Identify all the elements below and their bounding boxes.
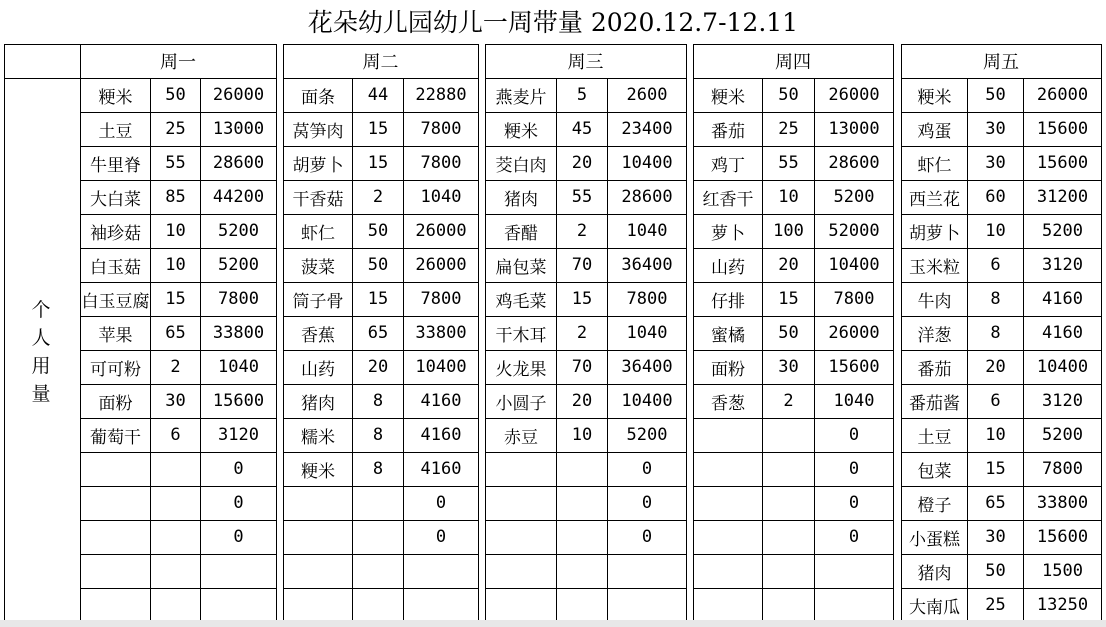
ingredient-name: 小蛋糕 — [909, 529, 960, 550]
ingredient-name: 橙子 — [917, 495, 952, 516]
ingredient-name: 山药 — [711, 257, 745, 278]
day-header: 周二 — [362, 52, 399, 73]
ingredient-name: 猪肉 — [504, 189, 538, 210]
ingredient-name: 山药 — [301, 359, 335, 380]
ingredient-name — [694, 520, 762, 554]
ingredient-name: 西兰花 — [909, 189, 960, 210]
total-quantity: 26000 — [828, 85, 880, 105]
grid-line — [686, 44, 687, 622]
grid-line — [276, 44, 277, 622]
ingredient-name: 鸡蛋 — [917, 121, 952, 142]
side-label-char: 人 — [31, 327, 51, 349]
per-child-quantity: 8 — [990, 289, 1001, 309]
ingredient-name — [486, 554, 556, 588]
ingredient-name: 虾仁 — [917, 155, 952, 176]
ingredient-name: 胡萝卜 — [909, 223, 960, 244]
per-child-quantity — [353, 554, 403, 588]
total-quantity: 2600 — [626, 85, 668, 105]
total-quantity: 15600 — [828, 357, 880, 377]
grid-line — [4, 44, 80, 45]
per-child-quantity: 15 — [367, 119, 389, 139]
side-label-char: 用 — [31, 355, 51, 377]
ingredient-name — [694, 486, 762, 520]
ingredient-name: 面条 — [301, 87, 335, 108]
total-quantity: 7800 — [420, 153, 462, 173]
ingredient-name — [486, 588, 556, 622]
total-quantity: 0 — [233, 493, 244, 513]
ingredient-name: 糯米 — [301, 427, 335, 448]
total-quantity: 5200 — [218, 221, 259, 241]
per-child-quantity: 30 — [165, 391, 186, 411]
total-quantity: 7800 — [833, 289, 875, 309]
total-quantity: 3120 — [218, 425, 259, 445]
total-quantity: 1040 — [833, 391, 875, 411]
total-quantity: 33800 — [212, 323, 265, 343]
grid-line — [893, 44, 894, 622]
total-quantity: 0 — [233, 459, 244, 479]
ingredient-name: 苹果 — [98, 325, 133, 346]
total-quantity — [201, 588, 276, 622]
ingredient-name: 香醋 — [504, 223, 538, 244]
ingredient-name: 茭白肉 — [495, 155, 547, 176]
per-child-quantity: 55 — [778, 153, 799, 173]
total-quantity: 5200 — [626, 425, 668, 445]
per-child-quantity: 15 — [165, 289, 186, 309]
ingredient-name: 莴笋肉 — [292, 121, 344, 142]
day-header: 周一 — [160, 52, 196, 73]
total-quantity: 5200 — [1042, 221, 1083, 241]
ingredient-name: 鸡丁 — [711, 155, 745, 176]
total-quantity: 10400 — [415, 357, 467, 377]
ingredient-name: 粳米 — [301, 461, 335, 482]
ingredient-name: 鸡毛菜 — [495, 291, 547, 312]
side-label-personal-usage — [4, 296, 78, 408]
per-child-quantity: 2 — [576, 323, 588, 343]
per-child-quantity: 50 — [985, 85, 1006, 105]
per-child-quantity: 85 — [165, 187, 186, 207]
per-child-quantity — [763, 452, 814, 486]
total-quantity: 3120 — [1042, 391, 1083, 411]
ingredient-name: 面粉 — [98, 393, 133, 414]
per-child-quantity: 5 — [576, 85, 588, 105]
grid-line — [478, 44, 479, 622]
per-child-quantity: 6 — [990, 391, 1001, 411]
ingredient-name: 粳米 — [504, 121, 538, 142]
total-quantity: 28600 — [828, 153, 880, 173]
total-quantity: 0 — [641, 493, 653, 513]
ingredient-name: 白玉豆腐 — [81, 291, 150, 312]
side-label-char: 量 — [31, 383, 51, 405]
per-child-quantity: 10 — [985, 425, 1006, 445]
per-child-quantity: 70 — [571, 255, 593, 275]
per-child-quantity: 20 — [778, 255, 799, 275]
total-quantity: 26000 — [415, 221, 467, 241]
per-child-quantity: 20 — [571, 153, 593, 173]
side-label-char: 个 — [31, 299, 51, 321]
ingredient-name: 玉米粒 — [909, 257, 960, 278]
total-quantity: 10400 — [828, 255, 880, 275]
per-child-quantity — [151, 452, 200, 486]
total-quantity: 15600 — [1036, 153, 1089, 173]
per-child-quantity: 65 — [165, 323, 186, 343]
total-quantity: 0 — [435, 527, 447, 547]
per-child-quantity — [151, 486, 200, 520]
total-quantity: 33800 — [1036, 493, 1089, 513]
per-child-quantity: 20 — [571, 391, 593, 411]
total-quantity — [815, 554, 893, 588]
per-child-quantity: 50 — [778, 323, 799, 343]
ingredient-name: 土豆 — [98, 121, 133, 142]
ingredient-name — [694, 588, 762, 622]
total-quantity: 1500 — [1042, 561, 1083, 581]
per-child-quantity: 10 — [985, 221, 1006, 241]
ingredient-name: 猪肉 — [301, 393, 335, 414]
ingredient-name: 干木耳 — [495, 325, 547, 346]
per-child-quantity: 55 — [571, 187, 593, 207]
total-quantity — [201, 554, 276, 588]
ingredient-name: 小圆子 — [495, 393, 547, 414]
ingredient-name: 白玉菇 — [90, 257, 141, 278]
per-child-quantity — [353, 520, 403, 554]
per-child-quantity — [557, 486, 607, 520]
ingredient-name: 番茄 — [917, 359, 952, 380]
ingredient-name: 番茄 — [711, 121, 745, 142]
ingredient-name: 粳米 — [917, 87, 952, 108]
per-child-quantity: 100 — [773, 221, 804, 241]
ingredient-name: 赤豆 — [504, 427, 538, 448]
total-quantity: 15600 — [1036, 527, 1089, 547]
ingredient-name: 葡萄干 — [90, 427, 141, 448]
per-child-quantity — [557, 554, 607, 588]
total-quantity: 26000 — [212, 85, 265, 105]
ingredient-name — [486, 520, 556, 554]
per-child-quantity: 8 — [990, 323, 1001, 343]
per-child-quantity: 10 — [165, 255, 186, 275]
per-child-quantity: 2 — [576, 221, 588, 241]
total-quantity: 5200 — [218, 255, 259, 275]
per-child-quantity — [763, 588, 814, 622]
per-child-quantity: 60 — [985, 187, 1006, 207]
per-child-quantity — [763, 554, 814, 588]
ingredient-name: 香蕉 — [301, 325, 335, 346]
ingredient-name: 筒子骨 — [292, 291, 344, 312]
ingredient-name: 粳米 — [711, 87, 745, 108]
per-child-quantity: 50 — [165, 85, 186, 105]
day-header: 周四 — [775, 52, 811, 73]
per-child-quantity — [151, 520, 200, 554]
per-child-quantity: 15 — [571, 289, 593, 309]
per-child-quantity: 8 — [372, 425, 384, 445]
per-child-quantity: 65 — [367, 323, 389, 343]
total-quantity: 0 — [848, 493, 860, 513]
ingredient-name: 香葱 — [711, 393, 745, 414]
ingredient-name — [81, 588, 150, 622]
total-quantity: 4160 — [420, 391, 462, 411]
per-child-quantity: 30 — [985, 527, 1006, 547]
ingredient-name: 洋葱 — [917, 325, 952, 346]
total-quantity: 33800 — [415, 323, 467, 343]
ingredient-name: 粳米 — [98, 87, 133, 108]
per-child-quantity — [763, 418, 814, 452]
total-quantity: 4160 — [1042, 289, 1083, 309]
ingredient-name: 红香干 — [702, 189, 754, 210]
per-child-quantity: 8 — [372, 459, 384, 479]
day-header: 周三 — [567, 52, 604, 73]
per-child-quantity — [353, 588, 403, 622]
total-quantity — [815, 588, 893, 622]
ingredient-name: 仔排 — [711, 291, 745, 312]
ingredient-name: 牛里脊 — [90, 155, 141, 176]
per-child-quantity: 50 — [367, 221, 389, 241]
total-quantity: 26000 — [828, 323, 880, 343]
total-quantity: 3120 — [1042, 255, 1083, 275]
per-child-quantity: 20 — [985, 357, 1006, 377]
ingredient-name — [694, 554, 762, 588]
ingredient-name — [81, 452, 150, 486]
per-child-quantity — [763, 486, 814, 520]
total-quantity: 0 — [233, 527, 244, 547]
ingredient-name: 扁包菜 — [495, 257, 547, 278]
per-child-quantity: 2 — [372, 187, 384, 207]
ingredient-name — [284, 554, 352, 588]
total-quantity: 44200 — [212, 187, 265, 207]
per-child-quantity: 10 — [165, 221, 186, 241]
per-child-quantity — [557, 520, 607, 554]
per-child-quantity: 15 — [985, 459, 1006, 479]
total-quantity: 0 — [641, 459, 653, 479]
ingredient-name: 蜜橘 — [711, 325, 745, 346]
ingredient-name — [486, 452, 556, 486]
per-child-quantity — [151, 588, 200, 622]
per-child-quantity: 50 — [778, 85, 799, 105]
per-child-quantity: 8 — [372, 391, 384, 411]
total-quantity: 7800 — [218, 289, 259, 309]
total-quantity: 26000 — [1036, 85, 1089, 105]
total-quantity — [404, 554, 478, 588]
total-quantity — [404, 588, 478, 622]
ingredient-name: 面粉 — [711, 359, 745, 380]
ingredient-name: 猪肉 — [917, 563, 952, 584]
ingredient-name: 虾仁 — [301, 223, 335, 244]
ingredient-name: 干香菇 — [292, 189, 344, 210]
per-child-quantity: 10 — [571, 425, 593, 445]
ingredient-name: 大白菜 — [90, 189, 141, 210]
total-quantity: 0 — [848, 527, 860, 547]
per-child-quantity: 2 — [783, 391, 794, 411]
total-quantity: 31200 — [1036, 187, 1089, 207]
total-quantity: 10400 — [1036, 357, 1089, 377]
ingredient-name: 袖珍菇 — [90, 223, 141, 244]
ingredient-name — [694, 418, 762, 452]
per-child-quantity: 55 — [165, 153, 186, 173]
grid-line — [4, 78, 80, 79]
per-child-quantity — [557, 588, 607, 622]
total-quantity: 0 — [848, 459, 860, 479]
per-child-quantity: 2 — [170, 357, 181, 377]
total-quantity: 5200 — [833, 187, 875, 207]
ingredient-name: 土豆 — [917, 427, 952, 448]
per-child-quantity: 44 — [367, 85, 389, 105]
per-child-quantity: 25 — [778, 119, 799, 139]
total-quantity: 52000 — [828, 221, 880, 241]
ingredient-name: 菠菜 — [301, 257, 335, 278]
ingredient-name — [284, 520, 352, 554]
per-child-quantity — [151, 554, 200, 588]
ingredient-name: 胡萝卜 — [292, 155, 344, 176]
total-quantity: 15600 — [1036, 119, 1089, 139]
per-child-quantity: 45 — [571, 119, 593, 139]
total-quantity: 36400 — [621, 255, 673, 275]
total-quantity: 1040 — [420, 187, 462, 207]
total-quantity: 1040 — [626, 323, 668, 343]
total-quantity: 13000 — [828, 119, 880, 139]
per-child-quantity: 25 — [165, 119, 186, 139]
per-child-quantity — [763, 520, 814, 554]
ingredient-name — [81, 554, 150, 588]
total-quantity: 23400 — [621, 119, 673, 139]
per-child-quantity — [557, 452, 607, 486]
total-quantity: 0 — [641, 527, 653, 547]
total-quantity — [608, 588, 686, 622]
per-child-quantity: 15 — [367, 289, 389, 309]
per-child-quantity: 15 — [778, 289, 799, 309]
total-quantity: 13000 — [212, 119, 265, 139]
ingredient-name: 可可粉 — [90, 359, 141, 380]
total-quantity: 36400 — [621, 357, 673, 377]
total-quantity: 4160 — [420, 425, 462, 445]
per-child-quantity: 25 — [985, 595, 1006, 615]
per-child-quantity: 20 — [367, 357, 389, 377]
grid-line — [1101, 44, 1102, 622]
total-quantity: 5200 — [1042, 425, 1083, 445]
ingredient-name: 萝卜 — [711, 223, 745, 244]
per-child-quantity: 15 — [367, 153, 389, 173]
ingredient-name — [694, 452, 762, 486]
ingredient-name — [284, 588, 352, 622]
ingredient-name: 牛肉 — [917, 291, 952, 312]
per-child-quantity: 65 — [985, 493, 1006, 513]
ingredient-name: 番茄酱 — [909, 393, 960, 414]
per-child-quantity: 30 — [985, 119, 1006, 139]
total-quantity: 28600 — [212, 153, 265, 173]
per-child-quantity: 10 — [778, 187, 799, 207]
per-child-quantity: 6 — [170, 425, 181, 445]
total-quantity: 1040 — [218, 357, 259, 377]
total-quantity: 26000 — [415, 255, 467, 275]
total-quantity: 7800 — [626, 289, 668, 309]
per-child-quantity — [353, 486, 403, 520]
sheet-title: 花朵幼儿园幼儿一周带量 2020.12.7-12.11 — [307, 8, 799, 37]
per-child-quantity: 50 — [367, 255, 389, 275]
total-quantity: 7800 — [420, 289, 462, 309]
total-quantity: 1040 — [626, 221, 668, 241]
total-quantity: 10400 — [621, 391, 673, 411]
total-quantity: 0 — [435, 493, 447, 513]
ingredient-name — [81, 520, 150, 554]
total-quantity: 15600 — [212, 391, 265, 411]
ingredient-name — [284, 486, 352, 520]
per-child-quantity: 30 — [778, 357, 799, 377]
ingredient-name — [81, 486, 150, 520]
per-child-quantity: 30 — [985, 153, 1006, 173]
ingredient-name: 大南瓜 — [909, 597, 960, 618]
ingredient-name: 燕麦片 — [495, 87, 547, 108]
total-quantity: 4160 — [1042, 323, 1083, 343]
sheet-bottom-edge — [0, 620, 1106, 627]
total-quantity: 13250 — [1036, 595, 1089, 615]
total-quantity: 28600 — [621, 187, 673, 207]
total-quantity: 7800 — [420, 119, 462, 139]
ingredient-name: 包菜 — [917, 461, 952, 482]
total-quantity: 10400 — [621, 153, 673, 173]
total-quantity: 4160 — [420, 459, 462, 479]
ingredient-name — [486, 486, 556, 520]
per-child-quantity: 6 — [990, 255, 1001, 275]
total-quantity — [608, 554, 686, 588]
per-child-quantity: 50 — [985, 561, 1006, 581]
total-quantity: 0 — [848, 425, 860, 445]
per-child-quantity: 70 — [571, 357, 593, 377]
total-quantity: 7800 — [1042, 459, 1083, 479]
ingredient-name: 火龙果 — [495, 359, 547, 380]
total-quantity: 22880 — [415, 85, 467, 105]
day-header: 周五 — [983, 52, 1019, 73]
